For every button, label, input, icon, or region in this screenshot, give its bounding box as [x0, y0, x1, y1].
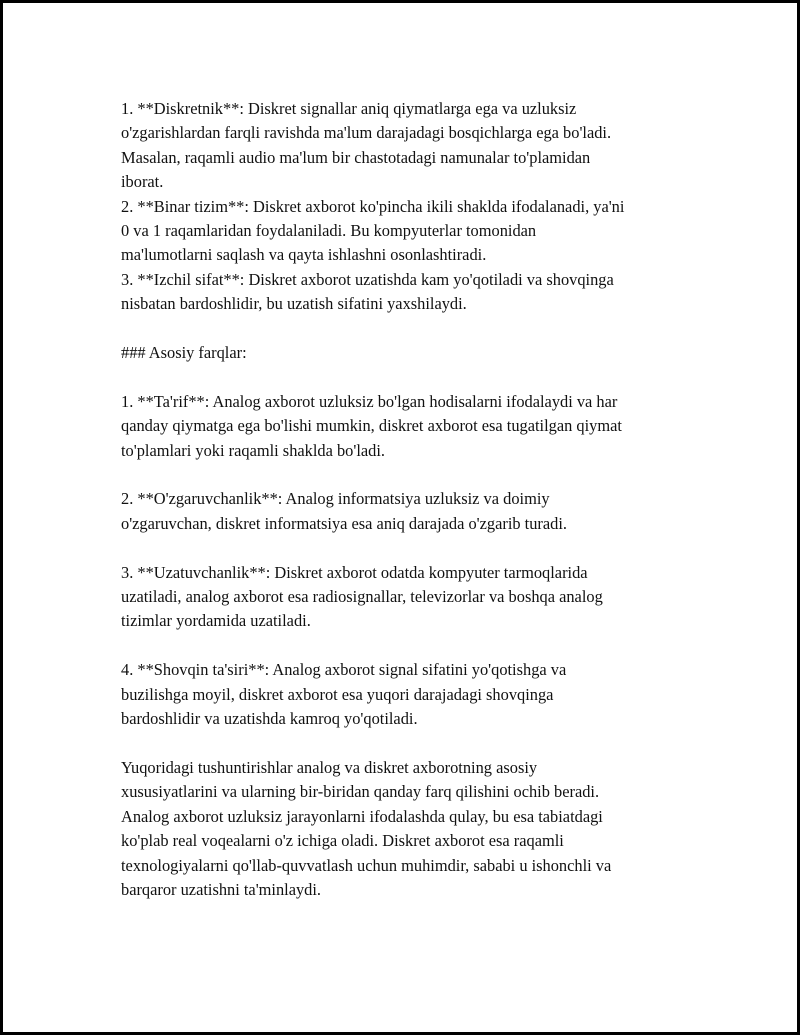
- text-line: 1. **Diskretnik**: Diskret signallar aniq qiymatlarga ega va uzluksiz: [121, 99, 577, 118]
- text-line: ma'lumotlarni saqlash va qayta ishlashni osonlashtiradi.: [121, 245, 487, 265]
- text-line: buzilishga moyil, diskret axborot esa yuqori darajadagi shovqinga: [121, 684, 554, 704]
- text-line: tizimlar yordamida uzatiladi.: [121, 611, 311, 631]
- text-line: to'plamlari yoki raqamli shaklda bo'ladi.: [121, 440, 385, 460]
- text-line: 4. **Shovqin ta'siri**: Analog axborot signal sifatini yo'qotishga va: [121, 660, 567, 680]
- text-line: Analog axborot uzluksiz jarayonlarni ifodalashda qulay, bu esa tabiatdagi: [121, 806, 603, 826]
- text-line: bardoshlidir va uzatishda kamroq yo'qotiladi.: [121, 709, 418, 729]
- paragraph-gap: [121, 365, 721, 389]
- text-line: uzatiladi, analog axborot esa radiosignallar, televizorlar va boshqa analog: [121, 587, 603, 607]
- text-line: 2. **Binar tizim**: Diskret axborot ko'pincha ikili shaklda ifodalanadi, ya'ni: [121, 196, 625, 216]
- text-line: 2. **O'zgaruvchanlik**: Analog informatsiya uzluksiz va doimiy: [121, 489, 550, 509]
- section-heading: ### Asosiy farqlar:: [121, 343, 247, 363]
- text-line: Yuqoridagi tushuntirishlar analog va diskret axborotning asosiy: [121, 757, 538, 777]
- paragraph-gap: [121, 731, 721, 755]
- text-line: xususiyatlarini va ularning bir-biridan qanday farq qilishini ochib beradi.: [121, 782, 600, 802]
- text-line: 1. **Ta'rif**: Analog axborot uzluksiz bo'lgan hodisalarni ifodalaydi va har: [121, 391, 618, 411]
- text-line: ko'plab real voqealarni o'z ichiga oladi. Diskret axborot esa raqamli: [121, 831, 564, 851]
- text-line: qanday qiymatga ega bo'lishi mumkin, diskret axborot esa tugatilgan qiymat: [121, 416, 622, 436]
- text-line: Masalan, raqamli audio ma'lum bir chastotadagi namunalar to'plamidan: [121, 147, 591, 167]
- document-body: [121, 97, 721, 902]
- text-line: iborat.: [121, 172, 164, 192]
- paragraph-gap: [121, 463, 721, 487]
- text-line: barqaror uzatishni ta'minlaydi.: [121, 879, 322, 899]
- text-line: 3. **Izchil sifat**: Diskret axborot uzatishda kam yo'qotiladi va shovqinga: [121, 269, 614, 289]
- text-line: o'zgarishlardan farqli ravishda ma'lum darajadagi bosqichlarga ega bo'ladi.: [121, 123, 612, 143]
- paragraph-gap: [121, 634, 721, 658]
- paragraph-gap: [121, 536, 721, 560]
- text-line: 0 va 1 raqamlaridan foydalaniladi. Bu kompyuterlar tomonidan: [121, 221, 537, 241]
- text-line: o'zgaruvchan, diskret informatsiya esa aniq darajada o'zgarib turadi.: [121, 513, 567, 533]
- text-line: texnologiyalarni qo'llab-quvvatlash uchun muhimdir, sababi u ishonchli va: [121, 855, 612, 875]
- paragraph-gap: [121, 317, 721, 341]
- text-line: nisbatan bardoshlidir, bu uzatish sifatini yaxshilaydi.: [121, 294, 467, 314]
- text-line: 3. **Uzatuvchanlik**: Diskret axborot odatda kompyuter tarmoqlarida: [121, 562, 588, 582]
